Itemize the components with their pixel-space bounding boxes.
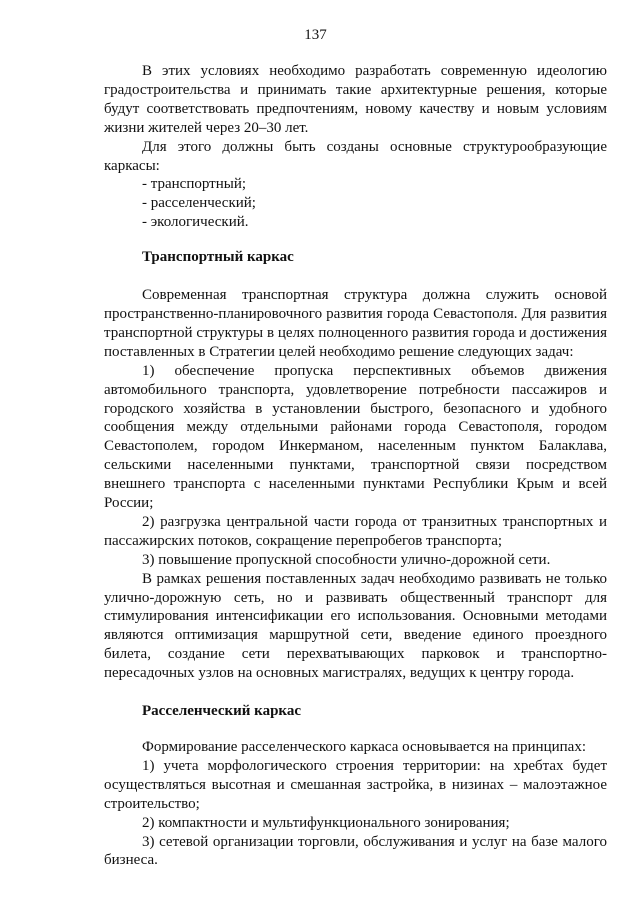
- list-item: - транспортный;: [142, 176, 247, 193]
- transport-task-1: 1) обеспечение пропуска перспективных объемов движения автомобильного транспорта, удовлетворение потребности пассажиров и городского хозяйства в установлении быстрого, безопасного и удобного сообщения между отдельными районами города Севастополя, городом Севастополем, городом Инкерманом, населенным пунктом Балаклава, сельскими населенными пунктами, транспортной связи посредством внешнего транспорта с населенными пунктами Республики Крым и всей России;: [104, 362, 607, 512]
- settlement-paragraph-1: Формирование расселенческого каркаса основывается на принципах:: [142, 739, 586, 755]
- section-heading-transport: Транспортный каркас: [142, 249, 294, 266]
- intro-paragraph-1: В этих условиях необходимо разработать современную идеологию градостроительства и принимать такие архитектурные решения, которые будут соответствовать предпочтениям, новому качеству и новым условиям жизни жителей через 20–30 лет.: [104, 63, 607, 136]
- settlement-principle-3: 3) сетевой организации торговли, обслуживания и услуг на базе малого бизнеса.: [104, 833, 607, 869]
- section-heading-settlement: Расселенческий каркас: [142, 703, 302, 720]
- intro-paragraph-2: Для этого должны быть созданы основные структурообразующие каркасы:: [104, 138, 607, 174]
- page-number: 137: [304, 27, 327, 43]
- settlement-principle-2: 2) компактности и мультифункционального зонирования;: [142, 814, 510, 831]
- transport-task-3: 3) повышение пропускной способности улично-дорожной сети.: [142, 551, 551, 568]
- transport-task-2: 2) разгрузка центральной части города от транзитных транспортных и пассажирских потоков, сокращение перепробегов транспорта;: [104, 513, 607, 549]
- transport-paragraph-2: В рамках решения поставленных задач необходимо развивать не только улично-дорожную сеть, но и развивать общественный транспорт для стимулирования интенсификации его использования. Основными методами являются оптимизация маршрутной сети, введение единого проездного билета, создание сети перехватывающих парковок и транспортно-пересадочных узлов на основных магистралях, ведущих к центру города.: [104, 570, 607, 682]
- list-item: - расселенческий;: [142, 195, 256, 212]
- transport-paragraph-1: Современная транспортная структура должна служить основой пространственно-планировочного развития города Севастополя. Для развития транспортной структуры в целях полноценного развития города и достижения поставленных в Стратегии целей необходимо решение следующих задач:: [104, 287, 607, 360]
- settlement-principle-1: 1) учета морфологического строения территории: на хребтах будет осуществляться высотная и смешанная застройка, в низинах – малоэтажное строительство;: [104, 757, 607, 812]
- framework-list: [104, 175, 607, 232]
- page-body: [104, 62, 607, 870]
- list-item: - экологический.: [142, 214, 249, 231]
